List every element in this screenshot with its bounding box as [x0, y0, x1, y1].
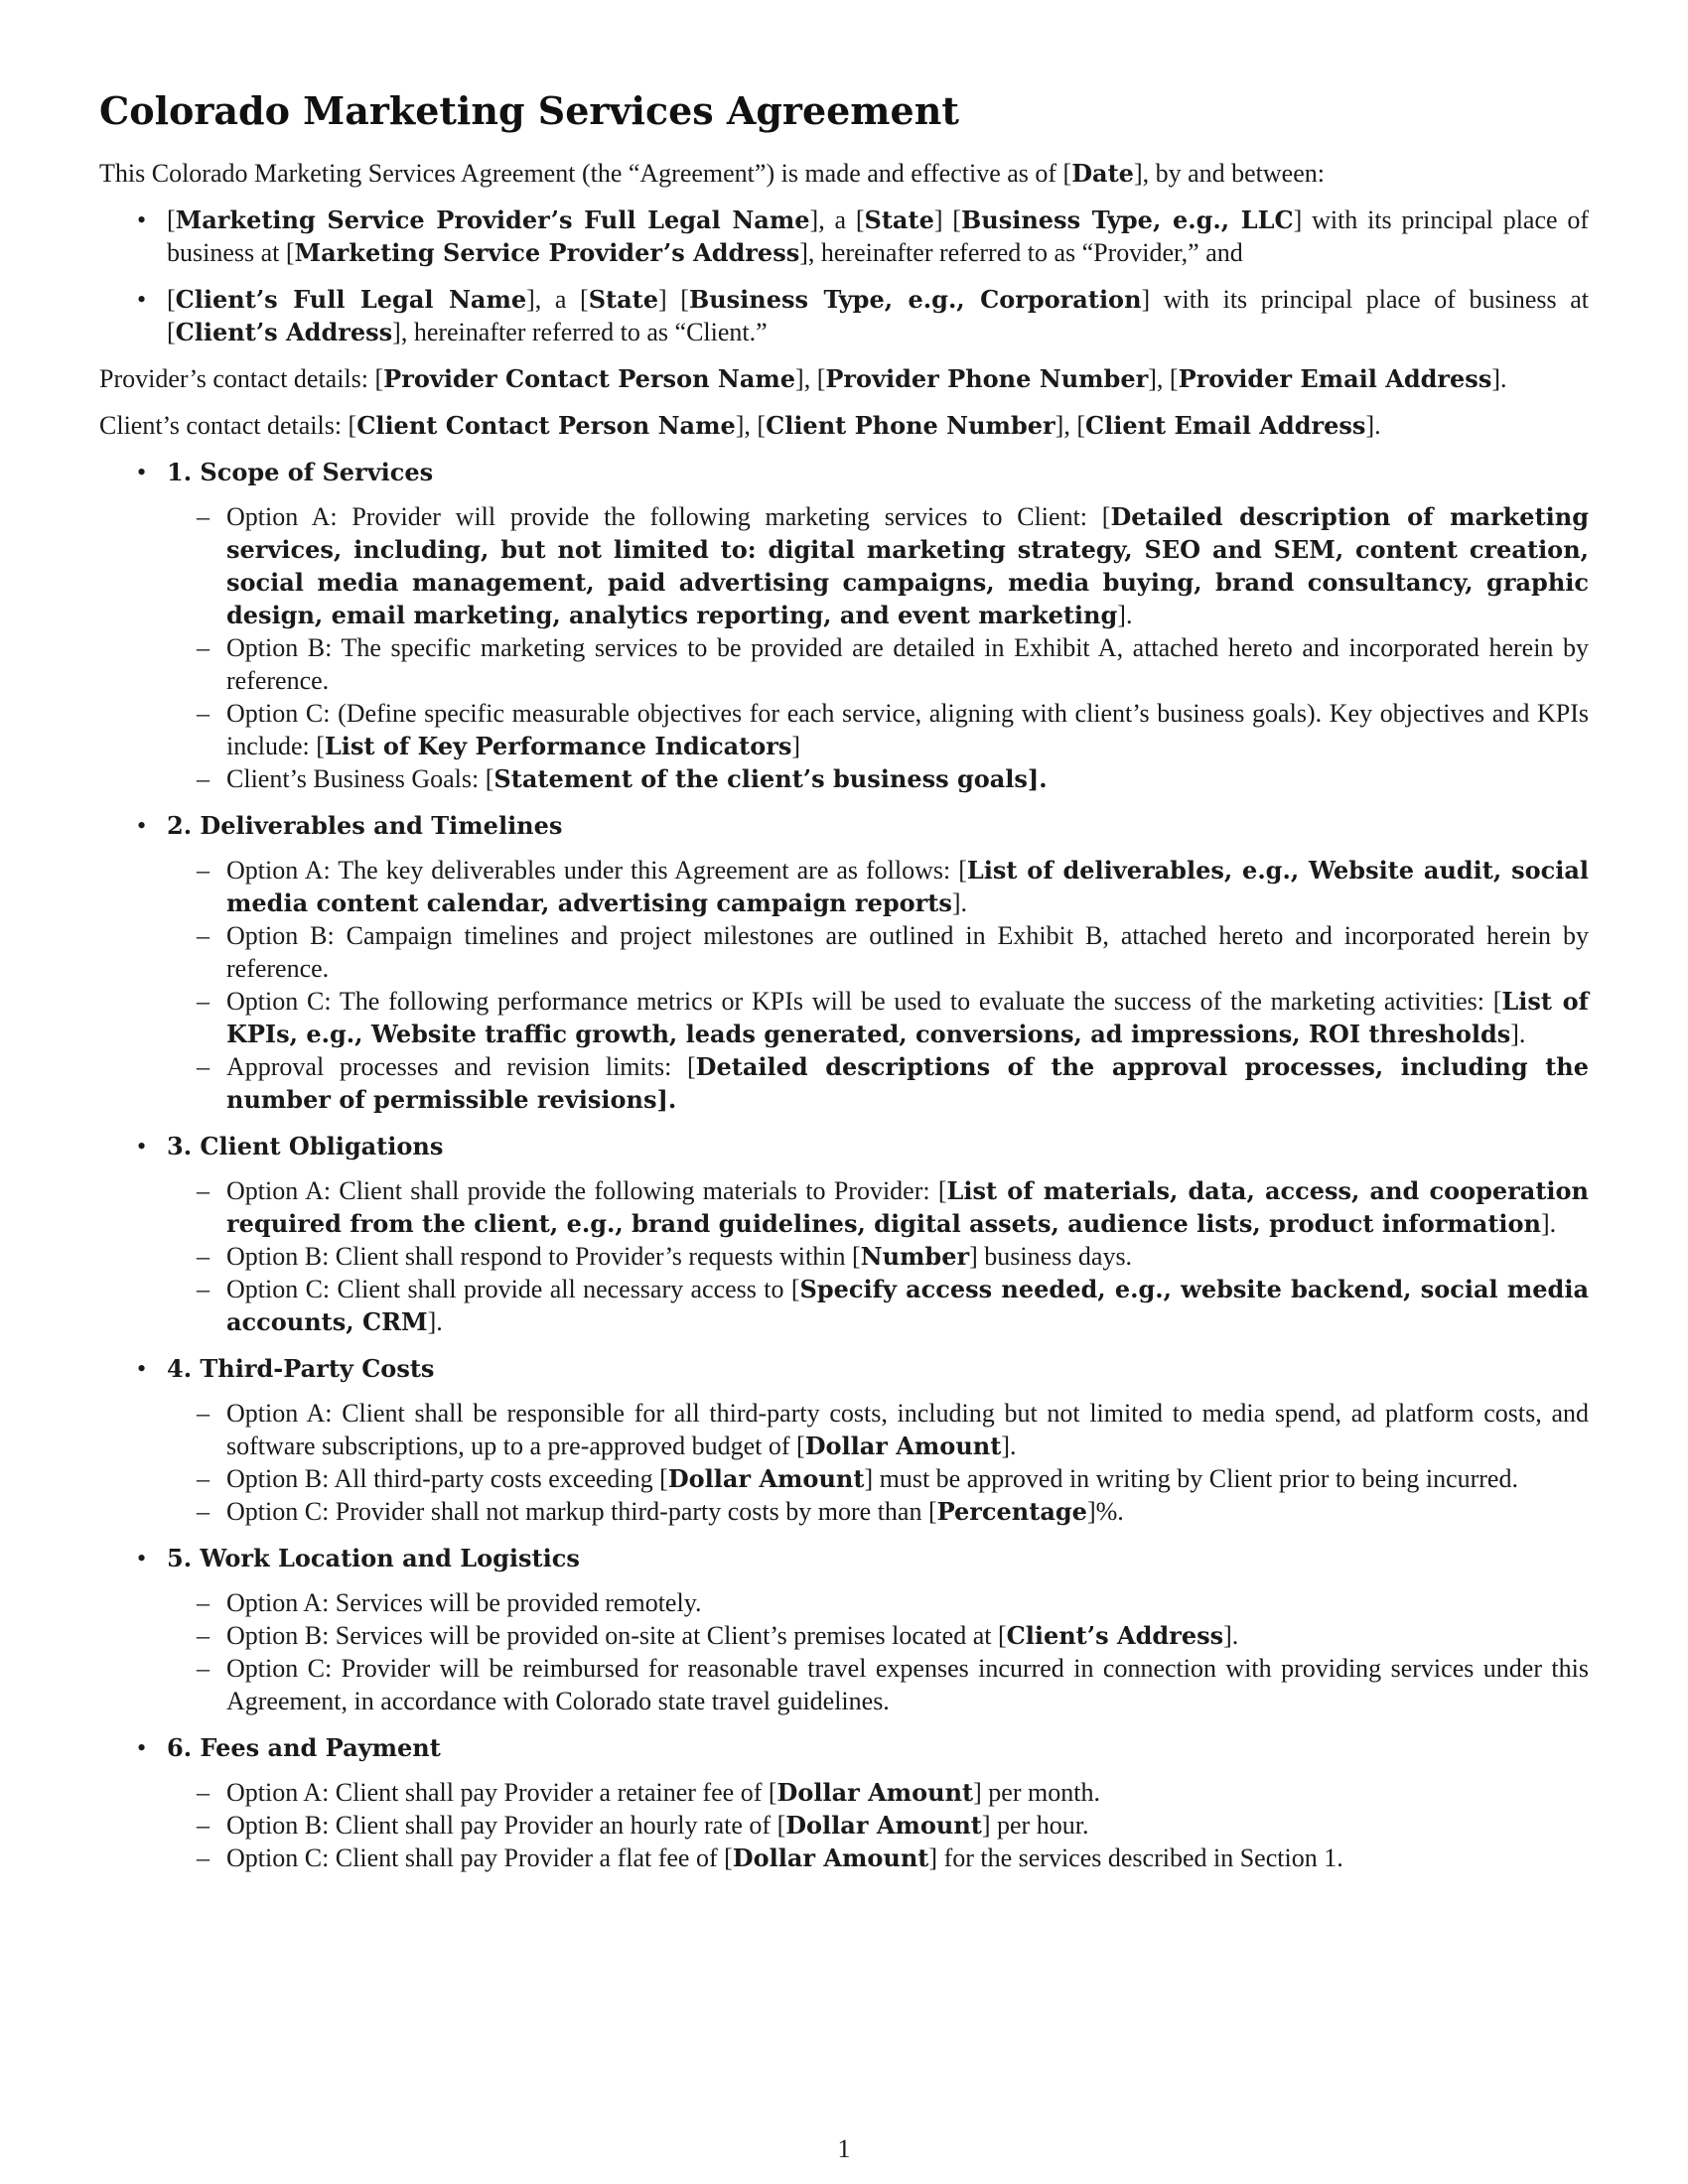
placeholder-text: List of deliverables, e.g., Website audit, social media content calendar, advertising campaign reports	[226, 856, 1589, 917]
option-text: ].	[1117, 601, 1133, 629]
section-title: • 1. Scope of Services	[167, 458, 434, 486]
option-item	[226, 697, 1589, 762]
placeholder-text: Detailed descriptions of the approval processes, including the number of permissible revisions].	[226, 1052, 1589, 1114]
option-item	[226, 1495, 1589, 1528]
placeholder-text: Dollar Amount	[667, 1464, 865, 1493]
provider-state-placeholder: State	[864, 205, 934, 234]
client-contact-details: Client’s contact details: [Client Contact Person Name], [Client Phone Number], [Client Email Address].	[99, 411, 1381, 440]
option-text: Option B: Campaign timelines and project milestones are outlined in Exhibit B, attached hereto and incorporated herein by reference.	[226, 921, 1589, 983]
option-item	[226, 500, 1589, 631]
option-list	[167, 854, 1589, 1116]
option-text: Option B: All third-party costs exceeding [	[226, 1464, 668, 1493]
option-list	[167, 1397, 1589, 1528]
option-text: Approval processes and revision limits: [	[226, 1052, 696, 1081]
option-item	[226, 919, 1589, 985]
option-item	[226, 1273, 1589, 1338]
date-placeholder: Date	[1071, 159, 1134, 188]
option-text: Option A: The key deliverables under this Agreement are as follows: [	[226, 856, 967, 885]
placeholder-text: List of materials, data, access, and cooperation required from the client, e.g., brand guidelines, digital assets, audience lists, product information	[226, 1176, 1589, 1238]
placeholder-text: Percentage	[936, 1497, 1087, 1526]
option-item	[226, 762, 1589, 795]
option-text: Option A: Services will be provided remotely.	[226, 1588, 702, 1617]
option-item	[226, 1462, 1589, 1495]
option-list	[167, 1586, 1589, 1717]
section-title: • 2. Deliverables and Timelines	[167, 811, 563, 840]
option-list	[167, 1776, 1589, 1874]
intro-text: This Colorado Marketing Services Agreement (the “Agreement”) is made and effective as of [	[99, 159, 1072, 188]
option-text: ].	[1510, 1020, 1526, 1048]
document-page	[99, 87, 1589, 1888]
option-text: Option B: Client shall pay Provider an hourly rate of [	[226, 1811, 786, 1840]
option-text: ] per month.	[973, 1778, 1100, 1807]
section-title: • 3. Client Obligations	[167, 1132, 444, 1160]
option-list	[167, 500, 1589, 795]
section	[167, 1731, 1589, 1874]
section	[167, 809, 1589, 1116]
placeholder-text: Dollar Amount	[732, 1843, 929, 1872]
placeholder-text: Number	[860, 1242, 970, 1271]
section-title: • 5. Work Location and Logistics	[167, 1544, 580, 1572]
option-text: ].	[1541, 1209, 1557, 1238]
option-text: ].	[1001, 1432, 1017, 1460]
client-business-type-placeholder: Business Type, e.g., Corporation	[688, 285, 1142, 314]
option-text: Option C: Provider will be reimbursed for reasonable travel expenses incurred in connection with providing services under this Agreement, in accordance with Colorado state travel guidelines.	[226, 1654, 1589, 1715]
party-provider: • [Marketing Service Provider’s Full Legal Name], a [State] [Business Type, e.g., LLC] with its principal place of business at [Marketing Service Provider’s Address], hereinafter referred to as “Provider,” and	[167, 204, 1589, 269]
placeholder-text: Detailed description of marketing services, including, but not limited to: digital marketing strategy, SEO and SEM, content creation, social media management, paid advertising campaigns, media buying, brand consultancy, graphic design, email marketing, analytics reporting, and event marketing	[226, 502, 1590, 629]
option-item	[226, 854, 1589, 919]
placeholder-text: List of KPIs, e.g., Website traffic growth, leads generated, conversions, ad impressions, ROI thresholds	[226, 987, 1590, 1048]
option-text: Option C: The following performance metrics or KPIs will be used to evaluate the success of the marketing activities: [	[226, 987, 1502, 1016]
option-text: ] for the services described in Section 1.	[928, 1843, 1343, 1872]
page-number: 1	[837, 2134, 851, 2163]
option-text: ] per hour.	[981, 1811, 1089, 1840]
option-item	[226, 1240, 1589, 1273]
option-item	[226, 631, 1589, 697]
option-text: ]%.	[1086, 1497, 1124, 1526]
option-item	[226, 1809, 1589, 1842]
option-text: Option B: Services will be provided on-site at Client’s premises located at [	[226, 1621, 1007, 1650]
option-text: Client’s Business Goals: [	[226, 764, 494, 793]
option-text: Option C: (Define specific measurable objectives for each service, aligning with client’s business goals). Key objectives and KPIs include: [	[226, 699, 1589, 760]
client-name-placeholder: Client’s Full Legal Name	[175, 285, 527, 314]
option-text: Option C: Client shall provide all necessary access to [	[226, 1275, 800, 1303]
section	[167, 1352, 1589, 1528]
option-item	[226, 1174, 1589, 1240]
client-address-placeholder: Client’s Address	[175, 318, 393, 346]
option-text: ].	[1223, 1621, 1239, 1650]
option-item	[226, 985, 1589, 1050]
placeholder-text: Statement of the client’s business goals].	[493, 764, 1048, 793]
section-title: • 6. Fees and Payment	[167, 1733, 441, 1762]
client-state-placeholder: State	[588, 285, 659, 314]
option-text: Option C: Provider shall not markup third-party costs by more than [	[226, 1497, 937, 1526]
placeholder-text: Dollar Amount	[785, 1811, 982, 1840]
option-item	[226, 1842, 1589, 1874]
option-text: Option A: Client shall pay Provider a retainer fee of [	[226, 1778, 777, 1807]
option-item	[226, 1776, 1589, 1809]
option-text: Option A: Client shall provide the following materials to Provider: [	[226, 1176, 947, 1205]
sections-list	[99, 456, 1589, 1874]
placeholder-text: Dollar Amount	[776, 1778, 974, 1807]
option-text: ].	[951, 888, 968, 917]
option-item	[226, 1586, 1589, 1619]
option-item	[226, 1619, 1589, 1652]
option-text: Option A: Provider will provide the following marketing services to Client: [	[226, 502, 1111, 531]
placeholder-text: Client’s Address	[1006, 1621, 1224, 1650]
document-title: Colorado Marketing Services Agreement	[99, 88, 959, 133]
section-title: • 4. Third-Party Costs	[167, 1354, 435, 1383]
section	[167, 1130, 1589, 1338]
placeholder-text: Dollar Amount	[804, 1432, 1002, 1460]
placeholder-text: Specify access needed, e.g., website backend, social media accounts, CRM	[226, 1275, 1589, 1336]
provider-business-type-placeholder: Business Type, e.g., LLC	[960, 205, 1294, 234]
parties-list	[99, 204, 1589, 348]
placeholder-text: List of Key Performance Indicators	[324, 732, 792, 760]
option-text: Option B: Client shall respond to Provider’s requests within [	[226, 1242, 861, 1271]
party-client: • [Client’s Full Legal Name], a [State] [Business Type, e.g., Corporation] with its principal place of business at [Client’s Address], hereinafter referred to as “Client.”	[167, 283, 1589, 348]
provider-contact-details: Provider’s contact details: [Provider Contact Person Name], [Provider Phone Number], [Provider Email Address].	[99, 364, 1507, 393]
option-text: Option A: Client shall be responsible for all third-party costs, including but not limited to media spend, ad platform costs, and software subscriptions, up to a pre-approved budget of [	[226, 1399, 1589, 1460]
option-text: ] business days.	[969, 1242, 1133, 1271]
option-text: Option B: The specific marketing services to be provided are detailed in Exhibit A, attached hereto and incorporated herein by reference.	[226, 633, 1589, 695]
option-item	[226, 1652, 1589, 1717]
option-text: ] must be approved in writing by Client prior to being incurred.	[864, 1464, 1518, 1493]
option-text: ].	[427, 1307, 443, 1336]
option-text: ]	[791, 732, 801, 760]
option-text: Option C: Client shall pay Provider a flat fee of [	[226, 1843, 733, 1872]
intro-text: ], by and between:	[1133, 159, 1325, 188]
option-item	[226, 1397, 1589, 1462]
option-item	[226, 1050, 1589, 1116]
option-list	[167, 1174, 1589, 1338]
section	[167, 1542, 1589, 1717]
section	[167, 456, 1589, 795]
intro-paragraph	[99, 157, 1589, 190]
provider-name-placeholder: Marketing Service Provider’s Full Legal Name	[175, 205, 810, 234]
provider-address-placeholder: Marketing Service Provider’s Address	[294, 238, 800, 267]
